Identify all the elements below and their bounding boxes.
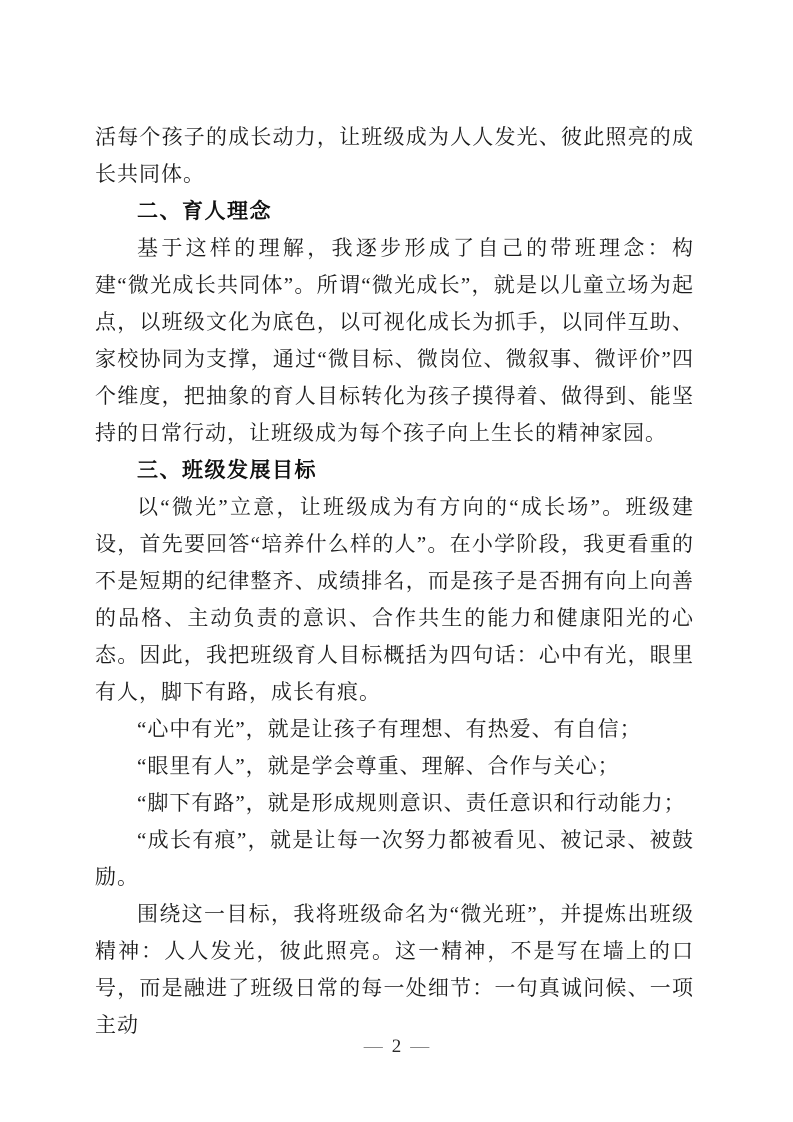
body-paragraph: 基于这样的理解，我逐步形成了自己的带班理念：构建“微光成长共同体”。所谓“微光成长”，就是以儿童立场为起点，以班级文化为底色，以可视化成长为抓手，以同伴互助、家校协同为支撑，通过“微目标、微岗位、微叙事、微评价”四个维度，把抽象的育人目标转化为孩子摸得着、做得到、能坚持的日常行动，让班级成为每个孩子向上生长的精神家园。 bbox=[95, 236, 694, 445]
page-number: 2 bbox=[391, 1036, 402, 1057]
body-paragraph: 以“微光”立意，让班级成为有方向的“成长场”。班级建设，首先要回答“培养什么样的人”。在小学阶段，我更看重的不是短期的纪律整齐、成绩排名，而是孩子是否拥有向上向善的品格、主动负责的意识、合作共生的能力和健康阳光的心态。因此，我把班级育人目标概括为四句话：心中有光，眼里有人，脚下有路，成长有痕。 bbox=[95, 495, 694, 704]
page-footer bbox=[0, 1034, 793, 1060]
footer-left-dash: — bbox=[363, 1036, 383, 1057]
quote-paragraph-light-in-heart: “心中有光”，就是让孩子有理想、有热爱、有自信； bbox=[137, 717, 642, 741]
document-body bbox=[95, 119, 694, 1044]
section-heading-3: 三、班级发展目标 bbox=[137, 459, 317, 482]
quote-paragraph-people-in-eyes: “眼里有人”，就是学会尊重、理解、合作与关心； bbox=[137, 754, 620, 778]
quote-paragraph-road-underfoot: “脚下有路”，就是形成规则意识、责任意识和行动能力； bbox=[137, 791, 686, 815]
quote-paragraph-growth-traces: “成长有痕”，就是让每一次努力都被看见、被记录、被鼓励。 bbox=[95, 828, 694, 889]
section-heading-2: 二、育人理念 bbox=[137, 200, 272, 223]
body-paragraph: 围绕这一目标，我将班级命名为“微光班”，并提炼出班级精神：人人发光，彼此照亮。这一精神，不是写在墙上的口号，而是融进了班级日常的每一处细节：一句真诚问候、一项主动 bbox=[95, 902, 694, 1037]
paragraph-continuation: 活每个孩子的成长动力，让班级成为人人发光、彼此照亮的成长共同体。 bbox=[95, 125, 694, 186]
footer-right-dash: — bbox=[410, 1036, 430, 1057]
